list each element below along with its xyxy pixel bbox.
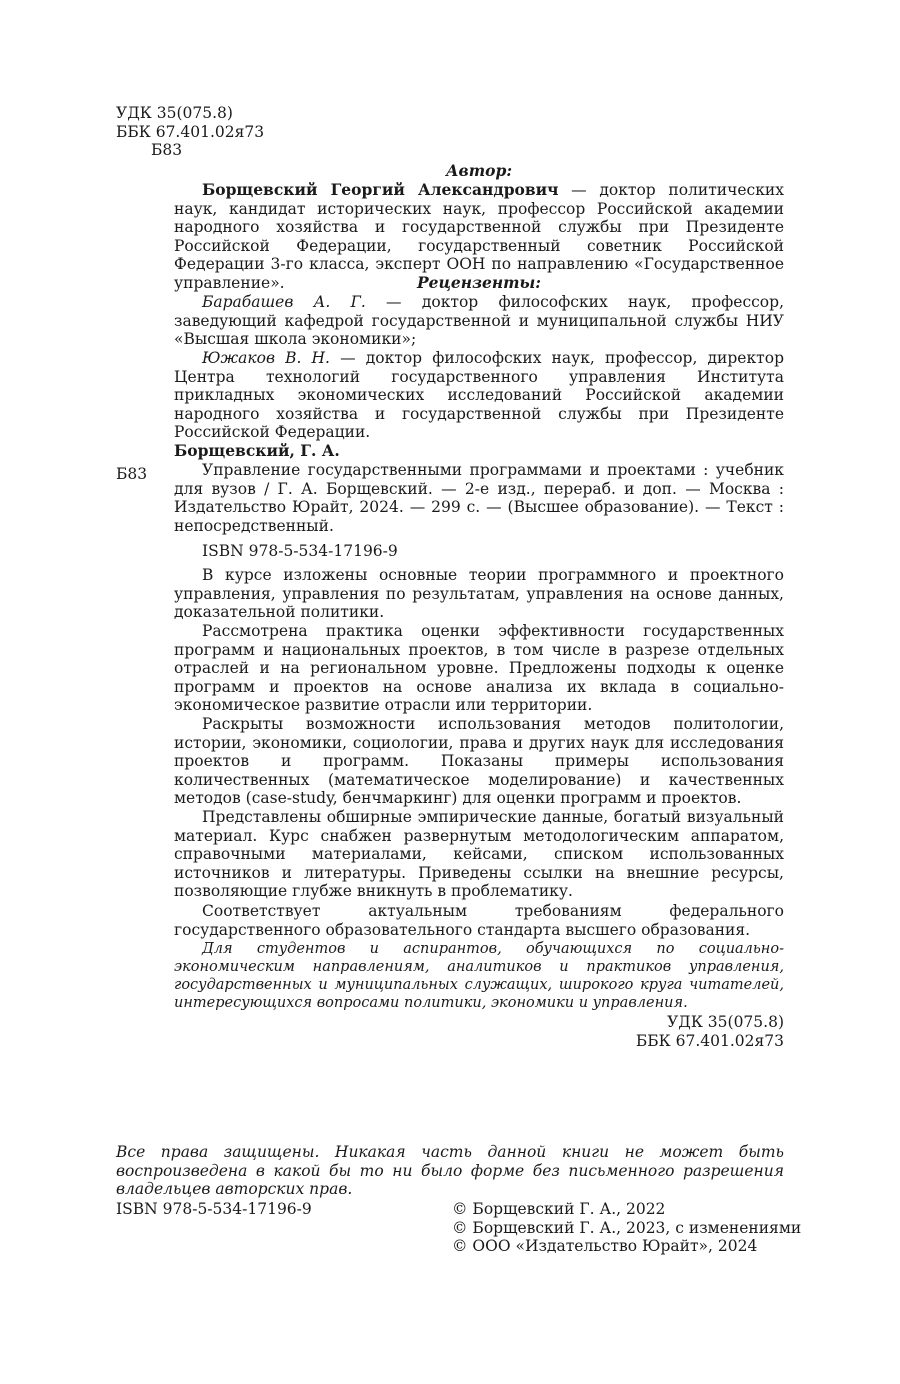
footer-isbn: ISBN 978-5-534-17196-9: [116, 1200, 312, 1218]
rights-notice: Все права защищены. Никакая часть данной книги не может быть воспроизведена в какой бы то ни было форме без письменного разрешения владельцев авторских прав.: [116, 1143, 784, 1199]
bibliographic-heading: Борщевский, Г. А.: [174, 441, 340, 460]
udk-code-bottom: УДК 35(075.8): [667, 1013, 784, 1031]
copyright-line: © Борщевский Г. А., 2022: [452, 1200, 666, 1218]
bibliographic-entry: Управление государственными программами и проектами : учебник для вузов / Г. А. Борщевский. — 2-е изд., перераб. и доп. — Москва : Издательство Юрайт, 2024. — 299 с. — (Высшее образование). — Текст : непосредственный.: [174, 461, 784, 535]
reviewers-heading: Рецензенты:: [416, 273, 542, 292]
annotation-paragraph: Представлены обширные эмпирические данные, богатый визуальный материал. Курс снабжен развернутым методологическим аппаратом, справочными материалами, кейсами, списком использованных источников и литературы. Приведены ссылки на внешние ресурсы, позволяющие глубже вникнуть в проблематику.: [174, 808, 784, 901]
reviewer-name: Южаков В. Н.: [202, 349, 330, 367]
annotation-paragraph: Рассмотрена практика оценки эффективности государственных программ и национальных проектов, в том числе в разрезе отдельных отраслей и на региональном уровне. Предложены подходы к оценке программ и проектов на основе анализа их вклада в социально-экономическое развитие отрасли или территории.: [174, 622, 784, 715]
bbk-code: ББК 67.401.02я73: [116, 122, 265, 141]
reviewer-name: Барабашев А. Г.: [202, 293, 366, 311]
copyright-line: © Борщевский Г. А., 2023, с изменениями: [452, 1218, 802, 1237]
bibliographic-mark: Б83: [116, 465, 148, 483]
annotation-paragraph: В курсе изложены основные теории программного и проектного управления, управления по результатам, управления на основе данных, доказательной политики.: [174, 566, 784, 622]
annotation-paragraph: Соответствует актуальным требованиям федерального государственного образовательного стандарта высшего образования.: [174, 902, 784, 939]
bibliographic-isbn: ISBN 978-5-534-17196-9: [202, 542, 398, 560]
classification-block: [116, 104, 264, 160]
reviewer-description: — доктор философских наук, профессор, заведующий кафедрой государственной и муниципальной службы НИУ «Высшая школа экономики»;: [174, 293, 784, 349]
copyright-line: © ООО «Издательство Юрайт», 2024: [452, 1237, 758, 1256]
author-name: Борщевский Георгий Александрович: [202, 180, 559, 199]
author-mark: Б83: [151, 141, 183, 160]
copyright-block: [452, 1200, 801, 1256]
author-description: — доктор политических наук, кандидат исторических наук, профессор Российской академии народного хозяйства и государственной службы при Президенте Российской Федерации, государственный советник Российской Федерации 3-го класса, эксперт ООН по направлению «Государственное управление».: [174, 181, 784, 292]
annotation-paragraph: Раскрыты возможности использования методов политологии, истории, экономики, социологии, права и других наук для исследования проектов и программ. Показаны примеры использования количественных (математическое моделирование) и качественных методов (case-study, бенчмаркинг) для оценки программ и проектов.: [174, 715, 784, 808]
reviewer-entry: [174, 349, 784, 442]
bbk-code-bottom: ББК 67.401.02я73: [635, 1032, 784, 1050]
udk-code: УДК 35(075.8): [116, 104, 233, 122]
reviewer-entry: [174, 293, 784, 349]
author-heading: Автор:: [445, 161, 513, 180]
reviewer-description: — доктор философских наук, профессор, директор Центра технологий государственного управления Института прикладных экономических исследований Российской академии народного хозяйства и государственной службы при Президенте Российской Федерации.: [174, 349, 784, 442]
audience-note: Для студентов и аспирантов, обучающихся по социально-экономическим направлениям, аналитиков и практиков управления, государственных и муниципальных служащих, широкого круга читателей, интересующихся вопросами политики, экономики и управления.: [174, 941, 784, 1011]
